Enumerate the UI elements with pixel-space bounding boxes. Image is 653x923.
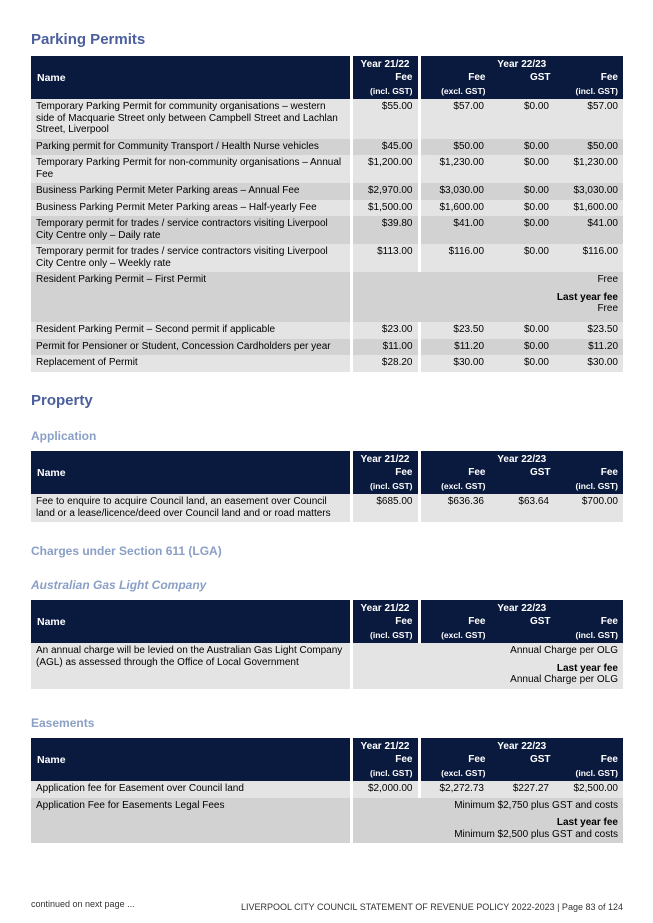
row-name: Temporary Parking Permit for community organisations – western side of Macquarie Street only between Campbell Street and Lachlan Street, Liverpool	[31, 99, 351, 139]
section-title-easements: Easements	[31, 716, 95, 730]
table-row	[31, 244, 623, 272]
fee-prev: $39.80	[351, 216, 419, 244]
table-row	[31, 200, 623, 217]
table-row	[31, 99, 623, 139]
table-row	[31, 494, 623, 522]
row-name: Resident Parking Permit – Second permit if applicable	[31, 322, 351, 339]
table-row	[31, 139, 623, 156]
footer-continued: continued on next page ...	[31, 899, 135, 909]
gst: $63.64	[489, 494, 554, 522]
table-row	[31, 798, 623, 844]
table-row	[31, 322, 623, 339]
section-title-property: Property	[31, 392, 93, 409]
row-name: Temporary Parking Permit for non-community organisations – Annual Fee	[31, 155, 351, 183]
row-name: Fee to enquire to acquire Council land, an easement over Council land or a lease/licence/deed over Council land and or road matters	[31, 494, 351, 522]
fee-excl: $30.00	[419, 355, 489, 372]
fee-incl: $700.00	[554, 494, 623, 522]
last-year-label: Last year fee	[556, 662, 618, 674]
table-row	[31, 155, 623, 183]
gst: $0.00	[489, 139, 554, 156]
fee-incl: $11.20	[554, 339, 623, 356]
gst: $0.00	[489, 183, 554, 200]
fee-prev: $28.20	[351, 355, 419, 372]
fee-incl: $3,030.00	[554, 183, 623, 200]
easements-table	[31, 738, 623, 843]
header-year-22-23: Year 22/23 Fee (excl. GST) GST Fee (incl. GST)	[419, 451, 623, 494]
table-row	[31, 781, 623, 798]
fee-excl: $2,272.73	[419, 781, 489, 798]
current-fee: Annual Charge per OLG	[510, 645, 618, 656]
fee-excl: $1,600.00	[419, 200, 489, 217]
row-name: Business Parking Permit Meter Parking areas – Half-yearly Fee	[31, 200, 351, 217]
fee-incl: $30.00	[554, 355, 623, 372]
fee-incl: $2,500.00	[554, 781, 623, 798]
header-year-21-22: Year 21/22 Fee (incl. GST)	[351, 738, 419, 781]
row-name: An annual charge will be levied on the Australian Gas Light Company (AGL) as assessed through the Office of Local Government	[31, 643, 351, 689]
fee-prev: $1,500.00	[351, 200, 419, 217]
table-row	[31, 643, 623, 689]
fee-incl: $50.00	[554, 139, 623, 156]
row-name: Application fee for Easement over Council land	[31, 781, 351, 798]
row-name: Replacement of Permit	[31, 355, 351, 372]
fee-prev: $45.00	[351, 139, 419, 156]
fee-prev: $685.00	[351, 494, 419, 522]
row-name: Application Fee for Easements Legal Fees	[31, 798, 351, 844]
header-year-21-22: Year 21/22 Fee (incl. GST)	[351, 600, 419, 643]
fee-incl: $116.00	[554, 244, 623, 272]
section-title-charges-611: Charges under Section 611 (LGA)	[31, 544, 222, 558]
row-name: Temporary permit for trades / service contractors visiting Liverpool City Centre only – Weekly rate	[31, 244, 351, 272]
application-table	[31, 451, 623, 522]
fee-prev: $113.00	[351, 244, 419, 272]
last-year-label: Last year fee	[556, 291, 618, 303]
fee-excl: $636.36	[419, 494, 489, 522]
fee-excl: $116.00	[419, 244, 489, 272]
gst: $0.00	[489, 355, 554, 372]
table-row	[31, 216, 623, 244]
current-fee: Minimum $2,750 plus GST and costs	[454, 799, 618, 811]
section-title-agl: Australian Gas Light Company	[31, 578, 207, 592]
fee-excl: $1,230.00	[419, 155, 489, 183]
row-name: Parking permit for Community Transport / Health Nurse vehicles	[31, 139, 351, 156]
fee-excl: $11.20	[419, 339, 489, 356]
agl-table	[31, 600, 623, 689]
header-name: Name	[31, 738, 351, 781]
fee-prev: $2,000.00	[351, 781, 419, 798]
last-year-value: Annual Charge per OLG	[510, 674, 618, 685]
footer-page-info: LIVERPOOL CITY COUNCIL STATEMENT OF REVENUE POLICY 2022-2023 | Page 83 of 124	[241, 902, 623, 912]
fee-span	[351, 272, 623, 322]
row-name: Permit for Pensioner or Student, Concession Cardholders per year	[31, 339, 351, 356]
fee-prev: $23.00	[351, 322, 419, 339]
last-year-value: Free	[597, 303, 618, 314]
header-name: Name	[31, 451, 351, 494]
gst: $0.00	[489, 339, 554, 356]
fee-incl: $23.50	[554, 322, 623, 339]
fee-incl: $1,600.00	[554, 200, 623, 217]
last-year-label: Last year fee	[556, 817, 618, 828]
gst: $0.00	[489, 155, 554, 183]
gst: $0.00	[489, 322, 554, 339]
table-row	[31, 272, 623, 322]
fee-prev: $1,200.00	[351, 155, 419, 183]
header-year-22-23: Year 22/23 Fee (excl. GST) GST Fee (incl. GST)	[419, 56, 623, 99]
fee-prev: $55.00	[351, 99, 419, 139]
section-title-parking-permits: Parking Permits	[31, 31, 146, 48]
row-name: Business Parking Permit Meter Parking areas – Annual Fee	[31, 183, 351, 200]
fee-prev: $11.00	[351, 339, 419, 356]
gst: $0.00	[489, 216, 554, 244]
header-year-21-22: Year 21/22 Fee (incl. GST)	[351, 451, 419, 494]
fee-excl: $50.00	[419, 139, 489, 156]
table-row	[31, 355, 623, 372]
fee-incl: $57.00	[554, 99, 623, 139]
fee-prev: $2,970.00	[351, 183, 419, 200]
parking-permits-table	[31, 56, 623, 372]
fee-span	[351, 643, 623, 689]
fee-excl: $41.00	[419, 216, 489, 244]
table-row	[31, 183, 623, 200]
header-year-22-23: Year 22/23 Fee (excl. GST) GST Fee (incl. GST)	[419, 738, 623, 781]
row-name: Resident Parking Permit – First Permit	[31, 272, 351, 322]
gst: $0.00	[489, 200, 554, 217]
header-name: Name	[31, 56, 351, 99]
fee-excl: $3,030.00	[419, 183, 489, 200]
header-year-22-23: Year 22/23 Fee (excl. GST) GST Fee (incl. GST)	[419, 600, 623, 643]
section-title-application: Application	[31, 429, 97, 443]
last-year-value: Minimum $2,500 plus GST and costs	[454, 828, 618, 840]
gst: $0.00	[489, 244, 554, 272]
table-row	[31, 339, 623, 356]
header-name: Name	[31, 600, 351, 643]
gst: $227.27	[489, 781, 554, 798]
gst: $0.00	[489, 99, 554, 139]
fee-excl: $23.50	[419, 322, 489, 339]
row-name: Temporary permit for trades / service contractors visiting Liverpool City Centre only – Daily rate	[31, 216, 351, 244]
fee-span	[351, 798, 623, 844]
fee-excl: $57.00	[419, 99, 489, 139]
current-fee: Free	[597, 274, 618, 285]
fee-incl: $1,230.00	[554, 155, 623, 183]
header-year-21-22: Year 21/22 Fee (incl. GST)	[351, 56, 419, 99]
fee-incl: $41.00	[554, 216, 623, 244]
